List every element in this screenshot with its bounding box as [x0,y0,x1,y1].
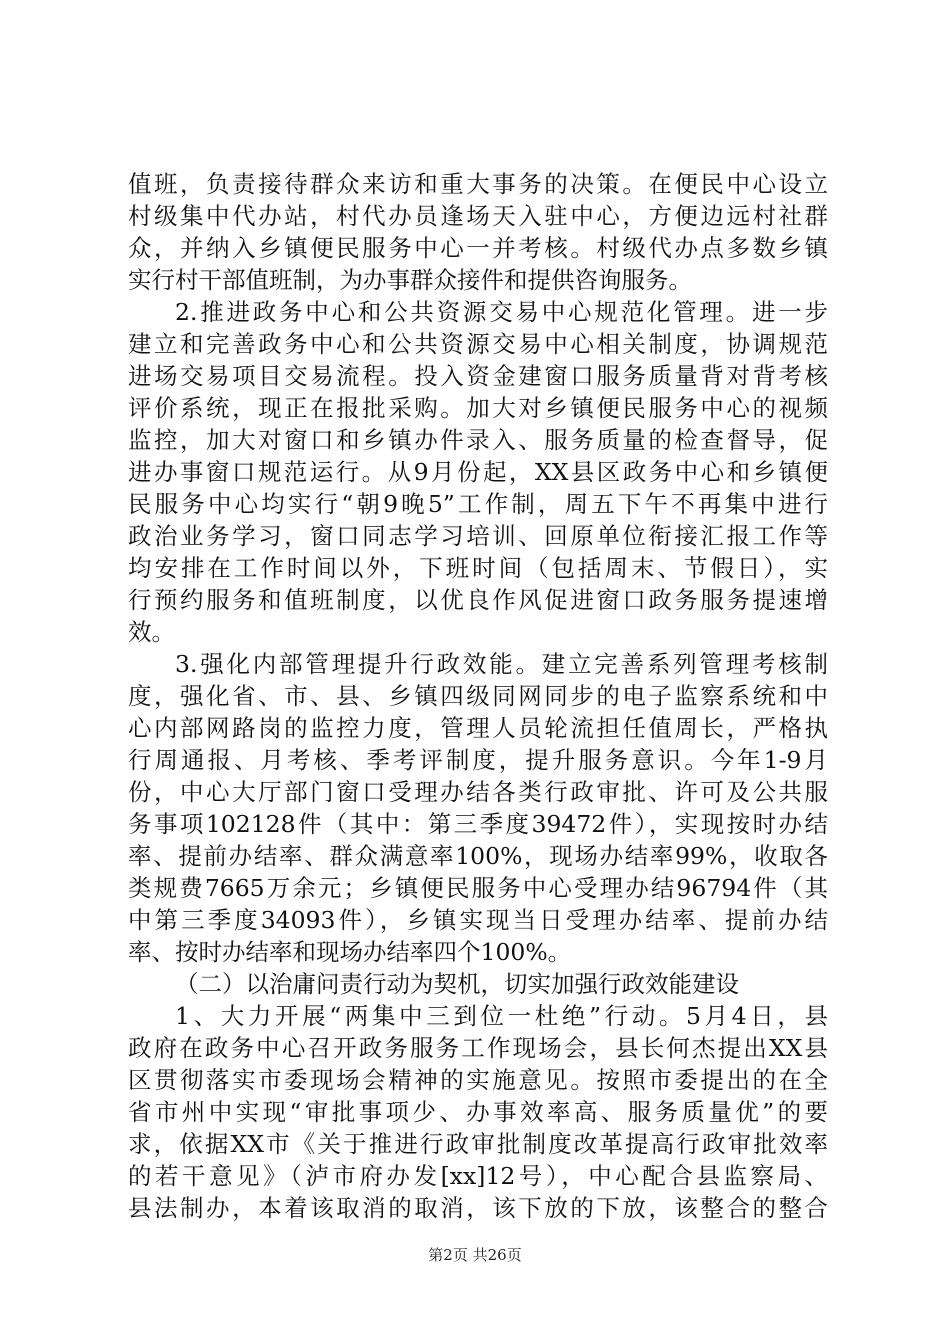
text-line: 政治业务学习，窗口同志学习培训、回原单位衔接汇报工作等 [128,522,828,550]
text-line: 的若干意见》（泸市府办发[xx]12号），中心配合县监察局、 [128,1162,828,1190]
text-line: 务事项102128件（其中：第三季度39472件），实现按时办结 [128,810,828,838]
text-line: 评价系统，现正在报批采购。加大对乡镇便民服务中心的视频 [128,394,828,422]
text-line: （二）以治庸问责行动为契机，切实加强行政效能建设 [175,970,739,998]
text-line: 心内部网路岗的监控力度，管理人员轮流担任值周长，严格执 [128,714,828,742]
text-line: 县法制办，本着该取消的取消，该下放的下放，该整合的整合 [128,1194,828,1222]
text-line: 类规费7665万余元；乡镇便民服务中心受理办结96794件（其 [128,874,828,902]
text-line: 值班，负责接待群众来访和重大事务的决策。在便民中心设立 [128,170,828,198]
text-line: 3.强化内部管理提升行政效能。建立完善系列管理考核制 [175,650,828,678]
page-number: 第2页 共26页 [428,1246,522,1264]
text-line: 中第三季度34093件），乡镇实现当日受理办结率、提前办结 [128,906,828,934]
paragraph-3 [128,648,828,968]
text-line: 省市州中实现“审批事项少、办事效率高、服务质量优”的要 [128,1098,828,1126]
text-line: 实行村干部值班制，为办事群众接件和提供咨询服务。 [128,266,692,294]
text-line: 民服务中心均实行“朝9晚5”工作制，周五下午不再集中进行 [128,490,828,518]
text-line: 进场交易项目交易流程。投入资金建窗口服务质量背对背考核 [128,362,828,390]
text-line: 行预约服务和值班制度，以优良作风促进窗口政务服务提速增 [128,586,828,614]
text-line: 进办事窗口规范运行。从9月份起，XX县区政务中心和乡镇便 [128,458,828,486]
text-line: 度，强化省、市、县、乡镇四级同网同步的电子监察系统和中 [128,682,828,710]
text-line: 建立和完善政务中心和公共资源交易中心相关制度，协调规范 [128,330,828,358]
page-footer [0,1244,950,1265]
document-body [128,168,828,1224]
paragraph-1 [128,168,828,296]
text-line: 监控，加大对窗口和乡镇办件录入、服务质量的检查督导，促 [128,426,828,454]
text-line: 2.推进政务中心和公共资源交易中心规范化管理。进一步 [175,298,828,326]
text-line: 村级集中代办站，村代办员逢场天入驻中心，方便边远村社群 [128,202,828,230]
text-line: 率、提前办结率、群众满意率100%，现场办结率99%，收取各 [128,842,828,870]
text-line: 行周通报、月考核、季考评制度，提升服务意识。今年1-9月 [128,746,828,774]
paragraph-4 [128,1000,828,1224]
text-line: 政府在政务中心召开政务服务工作现场会，县长何杰提出XX县 [128,1034,828,1062]
text-line: 效。 [128,618,175,646]
text-line: 众，并纳入乡镇便民服务中心一并考核。村级代办点多数乡镇 [128,234,828,262]
section-heading [128,968,828,1000]
text-line: 率、按时办结率和现场办结率四个100%。 [128,938,572,966]
text-line: 1、大力开展“两集中三到位一杜绝”行动。5月4日，县 [175,1002,828,1030]
text-line: 区贯彻落实市委现场会精神的实施意见。按照市委提出的在全 [128,1066,828,1094]
text-line: 均安排在工作时间以外，下班时间（包括周末、节假日），实 [128,554,828,582]
text-line: 份，中心大厅部门窗口受理办结各类行政审批、许可及公共服 [128,778,828,806]
paragraph-2 [128,296,828,648]
text-line: 求，依据XX市《关于推进行政审批制度改革提高行政审批效率 [128,1130,828,1158]
